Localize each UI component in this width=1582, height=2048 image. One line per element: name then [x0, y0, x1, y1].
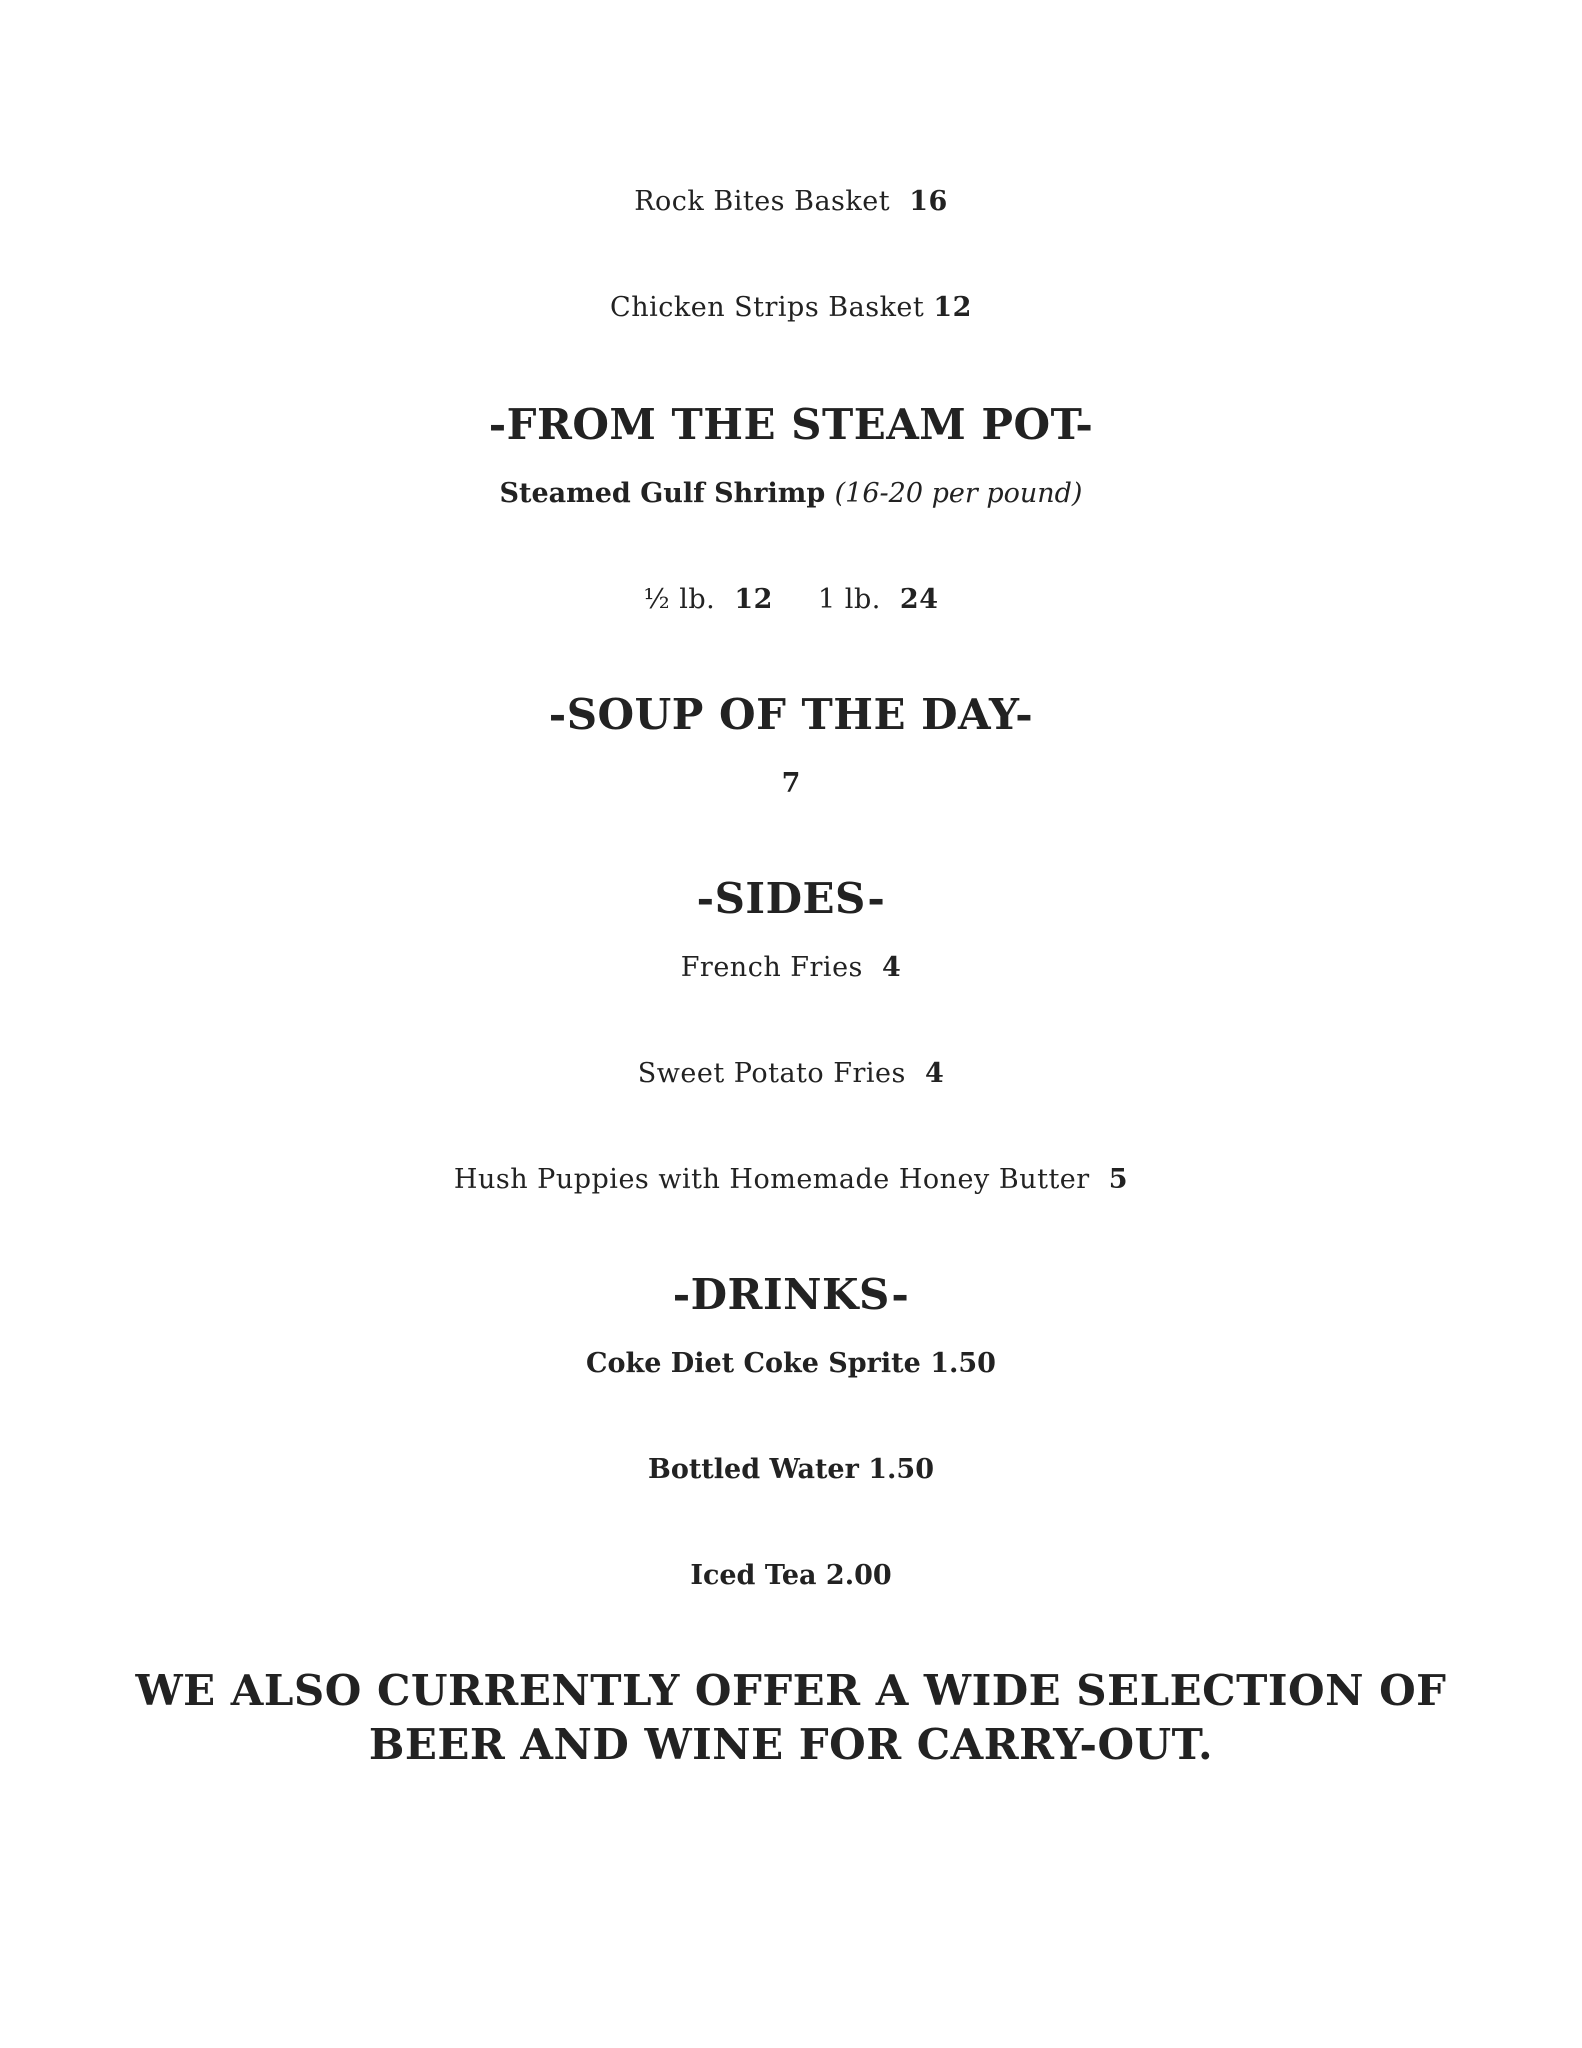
item-name: Steamed Gulf Shrimp	[499, 478, 826, 509]
menu-item-rock-bites	[0, 186, 1582, 217]
menu-item-steamed-shrimp	[0, 478, 1582, 509]
item-name: Rock Bites Basket	[634, 186, 891, 217]
menu-item-sweet-potato-fries	[0, 1058, 1582, 1089]
section-heading-drinks: -DRINKS-	[672, 1270, 910, 1319]
menu-item-chicken-strips	[0, 292, 1582, 323]
section-heading-sides: -SIDES-	[696, 874, 886, 923]
item-price: 12	[933, 292, 972, 323]
section-heading-soup: -SOUP OF THE DAY-	[548, 690, 1034, 739]
item-price: 16	[909, 186, 948, 217]
item-name: Chicken Strips Basket	[610, 292, 925, 323]
full-pound-price: 24	[899, 584, 939, 615]
carry-out-notice-line-2: BEER AND WINE FOR CARRY-OUT.	[368, 1720, 1214, 1769]
item-name: Hush Puppies with Homemade Honey Butter	[453, 1164, 1090, 1195]
carry-out-notice	[0, 1664, 1582, 1772]
item-price: 4	[924, 1058, 945, 1089]
item-note: (16-20 per pound)	[834, 478, 1083, 509]
menu-item-iced-tea: Iced Tea 2.00	[690, 1560, 892, 1591]
menu-item-french-fries	[0, 952, 1582, 983]
half-pound-price: 12	[734, 584, 773, 615]
item-price: 5	[1108, 1164, 1129, 1195]
soup-price: 7	[781, 768, 801, 799]
menu-item-hush-puppies	[0, 1164, 1582, 1195]
half-pound-label: ½ lb.	[643, 584, 716, 615]
full-pound-label: 1 lb.	[818, 584, 881, 615]
item-price: 4	[882, 952, 902, 983]
menu-item-sodas: Coke Diet Coke Sprite 1.50	[586, 1348, 996, 1379]
menu-item-bottled-water: Bottled Water 1.50	[648, 1454, 934, 1485]
menu-item-shrimp-prices	[0, 584, 1582, 615]
item-name: Sweet Potato Fries	[637, 1058, 906, 1089]
carry-out-notice-line-1: WE ALSO CURRENTLY OFFER A WIDE SELECTION OF	[135, 1666, 1447, 1715]
section-heading-steam-pot: -FROM THE STEAM POT-	[488, 400, 1094, 449]
item-name: French Fries	[680, 952, 863, 983]
